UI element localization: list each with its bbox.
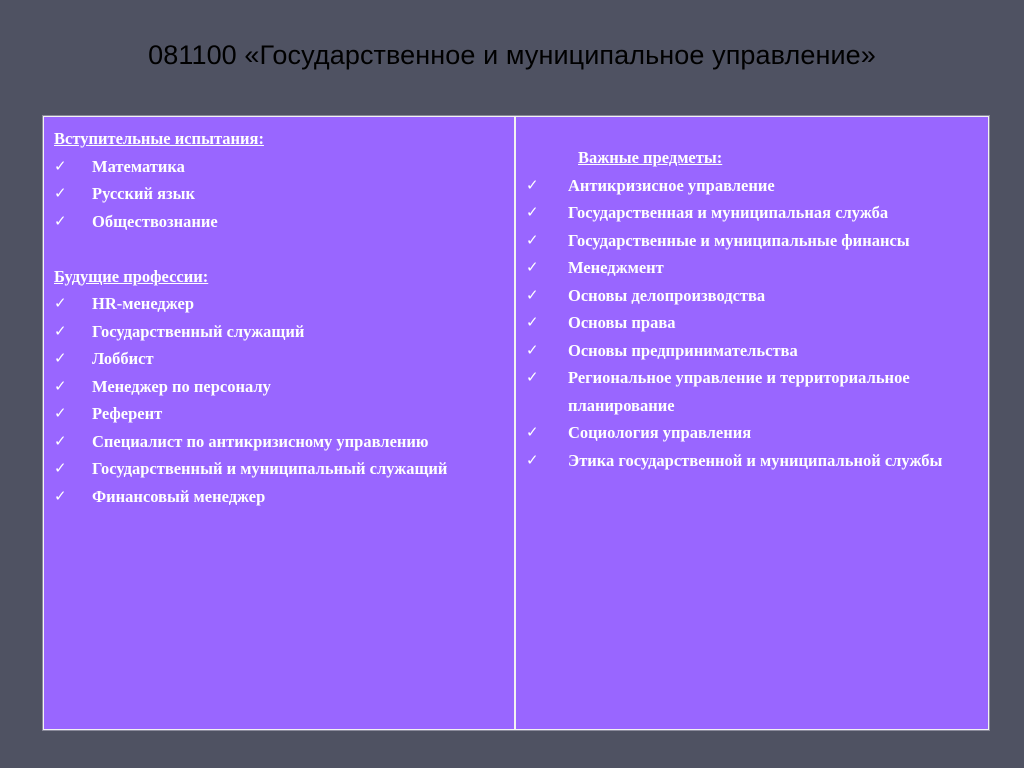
list-item-label: Государственная и муниципальная служба xyxy=(568,203,889,222)
list-item xyxy=(526,282,980,310)
checkmark-icon: ✓ xyxy=(526,340,539,359)
list-item xyxy=(526,172,980,200)
list-item xyxy=(54,208,508,236)
list-item xyxy=(54,180,508,208)
important-subjects-heading: Важные предметы: xyxy=(578,148,723,167)
checkmark-icon: ✓ xyxy=(526,368,539,386)
list-item xyxy=(54,290,508,318)
checkmark-icon: ✓ xyxy=(526,175,539,194)
entrance-exams-heading: Вступительные испытания: xyxy=(54,129,264,148)
checkmark-icon: ✓ xyxy=(526,285,539,304)
list-item-label: Менеджер по персоналу xyxy=(92,376,271,396)
list-item xyxy=(54,318,508,346)
checkmark-icon: ✓ xyxy=(54,349,67,367)
checkmark-icon: ✓ xyxy=(54,404,67,422)
spacer xyxy=(54,235,508,263)
slide-title: 081100 «Государственное и муниципальное управление» xyxy=(148,40,876,70)
list-item xyxy=(54,373,508,401)
future-professions-list xyxy=(54,290,508,510)
checkmark-icon: ✓ xyxy=(526,203,539,221)
important-subjects-list xyxy=(526,172,980,475)
list-item-label: Лоббист xyxy=(92,349,154,368)
checkmark-icon: ✓ xyxy=(54,156,67,175)
list-item-label: Обществознание xyxy=(92,211,218,231)
list-item xyxy=(526,364,980,419)
list-item xyxy=(54,428,508,456)
list-item xyxy=(54,400,508,428)
list-item xyxy=(526,199,980,227)
list-item-label: Государственный и муниципальный служащий xyxy=(92,459,448,478)
list-item-label: Финансовый менеджер xyxy=(92,486,266,506)
list-item xyxy=(526,337,980,365)
checkmark-icon: ✓ xyxy=(54,321,67,340)
future-professions-heading: Будущие профессии: xyxy=(54,266,209,286)
list-item xyxy=(54,483,508,511)
checkmark-icon: ✓ xyxy=(526,258,539,276)
list-item xyxy=(526,447,980,475)
list-item-label: Специалист по антикризисному управлению xyxy=(92,431,429,451)
checkmark-icon: ✓ xyxy=(54,294,67,312)
checkmark-icon: ✓ xyxy=(526,313,539,331)
checkmark-icon: ✓ xyxy=(526,450,539,469)
list-item xyxy=(54,345,508,373)
list-item xyxy=(54,153,508,181)
list-item-label: Антикризисное управление xyxy=(568,175,775,195)
checkmark-icon: ✓ xyxy=(54,211,67,230)
checkmark-icon: ✓ xyxy=(54,486,67,505)
list-item-label: Основы права xyxy=(568,313,676,332)
checkmark-icon: ✓ xyxy=(54,376,67,395)
content-table xyxy=(43,116,989,730)
list-item-label: Математика xyxy=(92,156,185,176)
list-item-label: Государственные и муниципальные финансы xyxy=(568,230,910,250)
list-item xyxy=(54,455,508,483)
checkmark-icon: ✓ xyxy=(526,423,539,441)
list-item xyxy=(526,309,980,337)
list-item-label: Менеджмент xyxy=(568,258,664,277)
checkmark-icon: ✓ xyxy=(54,459,67,477)
list-item-label: Региональное управление и территориальное планирование xyxy=(568,368,910,415)
checkmark-icon: ✓ xyxy=(54,431,67,450)
left-cell xyxy=(44,117,516,729)
list-item xyxy=(526,254,980,282)
list-item-label: Государственный служащий xyxy=(92,321,305,341)
checkmark-icon: ✓ xyxy=(526,230,539,249)
list-item-label: Референт xyxy=(92,404,163,423)
list-item xyxy=(526,419,980,447)
checkmark-icon: ✓ xyxy=(54,184,67,202)
list-item-label: Русский язык xyxy=(92,184,196,203)
list-item-label: Основы делопроизводства xyxy=(568,285,766,305)
list-item-label: HR-менеджер xyxy=(92,294,195,313)
list-item-label: Социология управления xyxy=(568,423,752,442)
right-cell xyxy=(516,117,988,729)
list-item-label: Основы предпринимательства xyxy=(568,340,798,360)
list-item xyxy=(526,227,980,255)
list-item-label: Этика государственной и муниципальной службы xyxy=(568,450,943,470)
entrance-exams-list xyxy=(54,153,508,236)
